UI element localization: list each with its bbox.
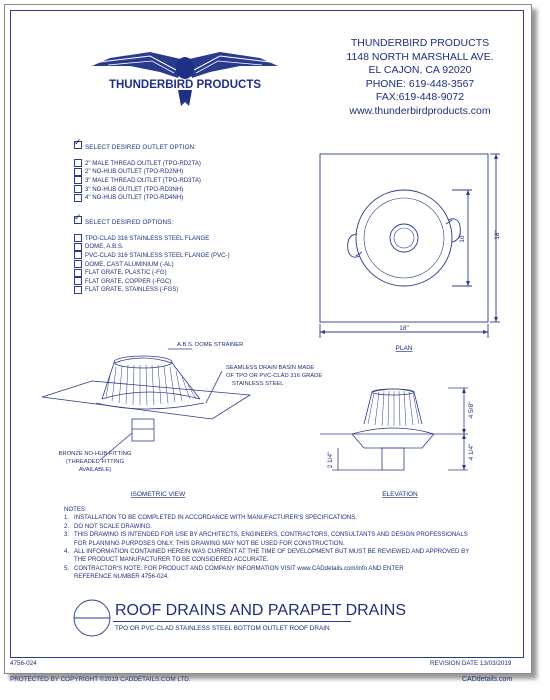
option-item[interactable]: PVC-CLAD 316 STAINLESS STEEL FLANGE (PVC-) xyxy=(74,251,230,260)
checkbox-icon[interactable] xyxy=(74,269,82,277)
plan-label: PLAN xyxy=(395,345,413,352)
outlet-options xyxy=(74,141,201,202)
checkbox-icon[interactable] xyxy=(74,159,82,167)
notes-heading: NOTES: xyxy=(64,506,87,513)
basin-label-line-2: OF TPO OR PVC-CLAD 316 GRADE xyxy=(226,373,323,379)
company-website: www.thunderbirdproducts.com xyxy=(349,104,491,117)
fitting-label-line-3: AVAILABLE) xyxy=(78,467,112,473)
company-fax: FAX:619-448-9072 xyxy=(375,91,465,104)
note-item-cont: FOR PLANNING PURPOSES ONLY. THIS DRAWING MAY NOT BE USED FOR CONSTRUCTION. xyxy=(74,539,345,547)
option-item[interactable]: DOME, A.B.S. xyxy=(74,243,230,252)
brand-text: CADdetails.com xyxy=(462,676,513,683)
check-icon xyxy=(74,216,82,224)
drawing-subtitle: TPO OR PVC-CLAD STAINLESS STEEL BOTTOM OUTLET ROOF DRAIN xyxy=(115,625,330,632)
note-item-cont: THE PRODUCT MANUFACTURER TO BE CONSIDERED ACCURATE. xyxy=(74,556,269,564)
fitting-label-line-1: BRONZE NO-HUB FITTING xyxy=(58,451,132,457)
fitting-label-line-2: (THREADED FITTING xyxy=(66,459,124,465)
checkbox-icon[interactable] xyxy=(74,168,82,176)
company-name: THUNDERBIRD PRODUCTS xyxy=(350,37,490,49)
note-item: 4. ALL INFORMATION CONTAINED HEREIN WAS CURRENT AT THE TIME OF DEVELOPMENT BUT MUST BE REVIEWED AND APPROVED BY xyxy=(64,548,470,556)
company-address: 1148 NORTH MARSHALL AVE. xyxy=(346,50,494,63)
company-info xyxy=(330,37,510,119)
logo-text: THUNDERBIRD PRODUCTS xyxy=(108,79,262,91)
checkbox-icon[interactable] xyxy=(74,260,82,268)
dome-height-dimension: 4 5/8" xyxy=(468,401,475,419)
outlet-option-item[interactable]: 2" NO-HUB OUTLET (TPO-RD2NH) xyxy=(74,168,201,177)
options-list xyxy=(74,216,230,294)
title-underline xyxy=(113,621,351,622)
outlet-option-item[interactable]: 4" NO-HUB OUTLET (TPO-RD4NH) xyxy=(74,193,201,202)
basin-label-line-1: SEAMLESS DRAIN BASIN MADE xyxy=(226,365,315,371)
company-city: EL CAJON, CA 92020 xyxy=(368,64,472,77)
plan-view xyxy=(312,148,502,353)
isometric-caption: ISOMETRIC VIEW xyxy=(130,491,186,498)
note-item-cont: REFERENCE NUMBER 4756-024. xyxy=(74,573,169,581)
elevation-view xyxy=(318,378,508,500)
note-item: 5. CONTRACTOR'S NOTE: FOR PRODUCT AND COMPANY INFORMATION VISIT www.CADdetails.com/info AND ENTER xyxy=(64,564,404,572)
iso-flange xyxy=(42,381,250,419)
option-item[interactable]: FLAT GRATE, PLASTIC (-FG) xyxy=(74,268,230,277)
plan-width-dimension: 18" xyxy=(399,325,409,332)
copyright-text: PROTECTED BY COPYRIGHT ©2019 CADDETAILS.COM LTD. xyxy=(10,676,191,683)
note-item: 3. THIS DRAWING IS INTENDED FOR USE BY ARCHITECTS, ENGINEERS, CONTRACTORS, CONSULTANTS AND DESIGN PROFESSIONALS xyxy=(64,531,468,539)
option-item[interactable]: FLAT GRATE, STAINLESS (-FGS) xyxy=(74,286,230,295)
plan-inner-dimension: 10" xyxy=(459,233,466,243)
checkbox-icon[interactable] xyxy=(74,243,82,251)
company-phone: PHONE: 619-448-3567 xyxy=(365,77,475,90)
checkbox-icon[interactable] xyxy=(74,234,82,242)
checkbox-icon[interactable] xyxy=(74,185,82,193)
elevation-caption: ELEVATION xyxy=(382,491,418,498)
iso-fitting xyxy=(132,419,154,441)
option-item[interactable]: TPO-CLAD 316 STAINLESS STEEL FLANGE xyxy=(74,234,230,243)
checkbox-icon[interactable] xyxy=(74,277,82,285)
notes-block xyxy=(64,506,514,582)
outlet-options-heading: ✓SELECT DESIRED OUTLET OPTION: xyxy=(74,141,201,151)
outlet-option-item[interactable]: 3" NO-HUB OUTLET (TPO-RD3NH) xyxy=(74,185,201,194)
title-bubble xyxy=(72,598,112,638)
body-height-dimension: 4 1/4" xyxy=(468,443,475,461)
basin-label-line-3: STAINLESS STEEL xyxy=(232,381,284,387)
outlet-option-item[interactable]: 3" MALE THREAD OUTLET (TPO-RD3TA) xyxy=(74,176,201,185)
thunderbird-logo xyxy=(90,48,280,110)
check-icon xyxy=(74,141,82,149)
plan-height-dimension: 18" xyxy=(494,230,501,240)
option-item[interactable]: DOME, CAST ALUMINIUM (-AL) xyxy=(74,260,230,269)
options-heading: ✓SELECT DESIRED OPTIONS: xyxy=(74,216,230,226)
isometric-view xyxy=(40,335,323,500)
option-item[interactable]: FLAT GRATE, COPPER (-FGC) xyxy=(74,277,230,286)
outlet-option-item[interactable]: 2" MALE THREAD OUTLET (TPO-RD2TA) xyxy=(74,159,201,168)
elevation-outlet xyxy=(382,448,404,470)
revision-date: REVISION DATE 13/03/2019 xyxy=(430,660,512,667)
checkbox-icon[interactable] xyxy=(74,176,82,184)
dome-strainer-label: A.B.S. DOME STRAINER xyxy=(177,342,244,348)
note-item: 1. INSTALLATION TO BE COMPLETED IN ACCORDANCE WITH MANUFACTURER'S SPECIFICATIONS. xyxy=(64,514,357,522)
drawing-title: ROOF DRAINS AND PARAPET DRAINS xyxy=(115,602,407,619)
checkbox-icon[interactable] xyxy=(74,194,82,202)
drawing-reference: 4756-024 xyxy=(10,660,37,667)
plan-basin xyxy=(356,190,452,286)
checkbox-icon[interactable] xyxy=(74,251,82,259)
checkbox-icon[interactable] xyxy=(74,286,82,294)
note-item: 2. DO NOT SCALE DRAWING. xyxy=(64,522,152,530)
outlet-height-dimension: 2 1/4" xyxy=(327,451,334,469)
